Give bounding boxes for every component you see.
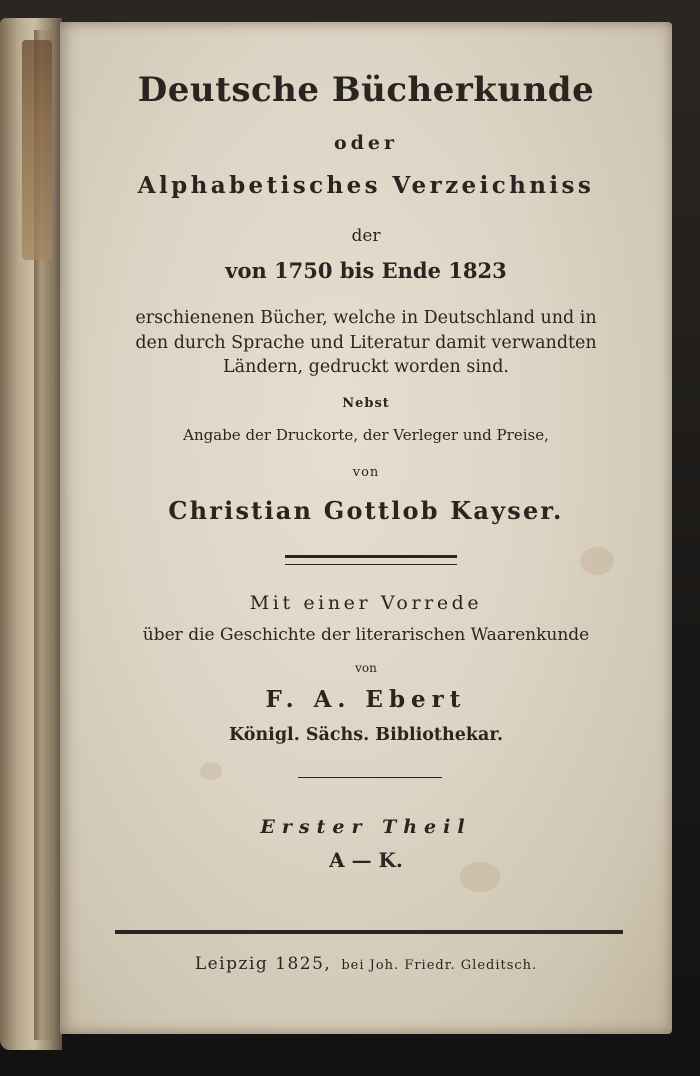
volume-range: A — K.	[329, 848, 403, 872]
article: der	[351, 226, 381, 246]
title-page	[60, 22, 672, 1034]
description-line: erschienenen Bücher, welche in Deutschland und in	[135, 308, 597, 328]
volume-part: Erster Theil	[260, 816, 472, 838]
worn-binding	[22, 40, 52, 260]
foxing-spot	[200, 762, 222, 780]
angabe-line: Angabe der Druckorte, der Verleger und Preise,	[183, 426, 549, 444]
author-name: Christian Gottlob Kayser.	[168, 496, 564, 525]
thick-rule	[115, 930, 623, 934]
von-label: von	[355, 661, 377, 675]
preface-author: F. A. Ebert	[265, 686, 467, 713]
description-line: Ländern, gedruckt worden sind.	[223, 357, 509, 377]
book-title: Deutsche Bücherkunde	[137, 70, 595, 110]
book-subtitle: Alphabetisches Verzeichniss	[137, 172, 595, 199]
description-line: den durch Sprache und Literatur damit verwandten	[135, 333, 597, 353]
thin-rule	[298, 777, 442, 778]
imprint	[60, 954, 672, 974]
foxing-spot	[580, 547, 614, 575]
preface-author-title: Königl. Sächs. Bibliothekar.	[228, 725, 504, 745]
imprint-place-year: Leipzig 1825,	[194, 954, 332, 974]
preface-heading: Mit einer Vorrede	[249, 592, 483, 614]
date-range: von 1750 bis Ende 1823	[225, 258, 507, 283]
nebst-label: Nebst	[342, 396, 390, 411]
double-rule	[285, 555, 457, 565]
conjunction: oder	[333, 132, 399, 154]
preface-description: über die Geschichte der literarischen Waarenkunde	[142, 625, 590, 645]
von-label: von	[352, 465, 380, 480]
imprint-publisher: bei Joh. Friedr. Gleditsch.	[341, 958, 538, 973]
